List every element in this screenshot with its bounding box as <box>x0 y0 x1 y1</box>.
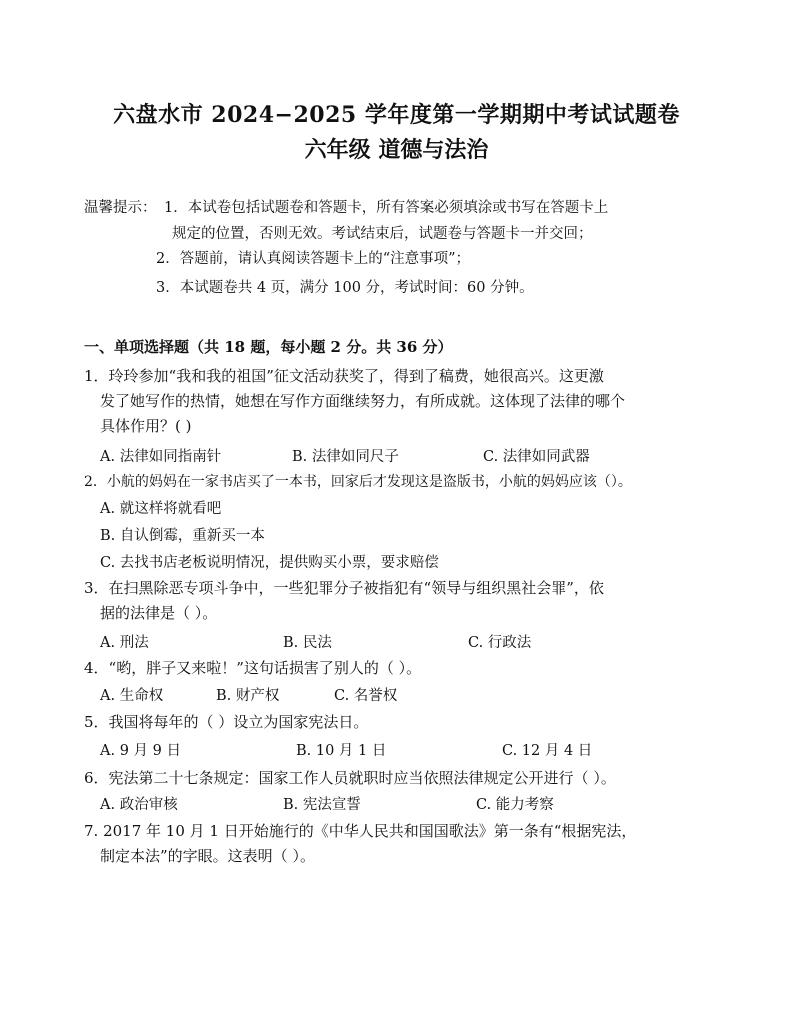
question-3-line-2: 据的法律是（ ）。 <box>100 604 218 622</box>
option-b: B. 10 月 1 日 <box>296 743 387 759</box>
option-c: C. 法律如同武器 <box>483 449 590 465</box>
question-2-line-1: 2．小航的妈妈在一家书店买了一本书，回家后才发现这是盗版书，小航的妈妈应该（）。 <box>84 474 632 490</box>
tip-item-1-line-1: 1．本试卷包括试题卷和答题卡，所有答案必须填涂或书写在答题卡上 <box>164 200 609 216</box>
question-6 <box>84 766 694 791</box>
option-c: C. 能力考察 <box>476 797 554 813</box>
question-1-line-1: 1．玲玲参加“我和我的祖国”征文活动获奖了，得到了稿费，她很高兴。这更激 <box>84 367 604 385</box>
question-3-line-1: 3．在扫黑除恶专项斗争中，一些犯罪分子被指犯有“领导与组织黑社会罪”，依 <box>84 579 604 597</box>
option-c: C. 12 月 4 日 <box>502 743 593 759</box>
question-1 <box>84 364 694 439</box>
tip-item-3: 3．本试题卷共 4 页，满分 100 分，考试时间：60 分钟。 <box>156 280 534 296</box>
question-2 <box>84 470 694 495</box>
option-b: B. 财产权 <box>216 688 280 704</box>
question-3 <box>84 576 694 626</box>
option-c: C. 名誉权 <box>334 688 398 704</box>
exam-subtitle: 六年级 道德与法治 <box>304 137 489 163</box>
question-1-line-3: 具体作用？( ) <box>100 417 192 435</box>
option-c: C. 行政法 <box>468 635 532 651</box>
tips-label: 温馨提示： <box>84 200 157 216</box>
question-5 <box>84 710 694 735</box>
tip-item-2: 2．答题前，请认真阅读答题卡上的“注意事项”； <box>156 251 471 267</box>
question-4-line-1: 4．“哟，胖子又来啦！”这句话损害了别人的（ ）。 <box>84 659 422 677</box>
option-b: B. 宪法宣誓 <box>283 797 361 813</box>
option-b: B. 自认倒霉，重新买一本 <box>100 528 265 544</box>
option-b: B. 法律如同尺子 <box>292 449 399 465</box>
question-7-line-1: 7. 2017 年 10 月 1 日开始施行的《中华人民共和国国歌法》第一条有“根据宪法， <box>84 822 637 840</box>
option-a: A. 刑法 <box>100 635 149 651</box>
question-6-line-1: 6．宪法第二十七条规定：国家工作人员就职时应当依照法律规定公开进行（ ）。 <box>84 769 616 787</box>
tip-item-1-line-2: 规定的位置，否则无效。考试结束后，试题卷与答题卡一并交回； <box>172 226 593 242</box>
option-b: B. 民法 <box>283 635 332 651</box>
exam-title: 六盘水市 2024−2025 学年度第一学期期中考试试题卷 <box>113 102 680 128</box>
question-4 <box>84 656 694 681</box>
option-a: A. 生命权 <box>100 688 164 704</box>
option-a: A. 法律如同指南针 <box>100 449 222 465</box>
option-a: A. 就这样将就看吧 <box>100 501 222 517</box>
question-7 <box>84 819 694 869</box>
question-7-line-2: 制定本法”的字眼。这表明（ ）。 <box>100 847 315 865</box>
question-1-line-2: 发了她写作的热情，她想在写作方面继续努力，有所成就。这体现了法律的哪个 <box>100 392 626 410</box>
option-a: A. 政治审核 <box>100 797 178 813</box>
section-heading-single-choice: 一、单项选择题（共 18 题，每小题 2 分。共 36 分） <box>84 338 453 356</box>
question-5-line-1: 5．我国将每年的（ ）设立为国家宪法日。 <box>84 713 369 731</box>
option-a: A. 9 月 9 日 <box>100 743 181 759</box>
option-c: C. 去找书店老板说明情况，提供购买小票，要求赔偿 <box>100 555 439 571</box>
